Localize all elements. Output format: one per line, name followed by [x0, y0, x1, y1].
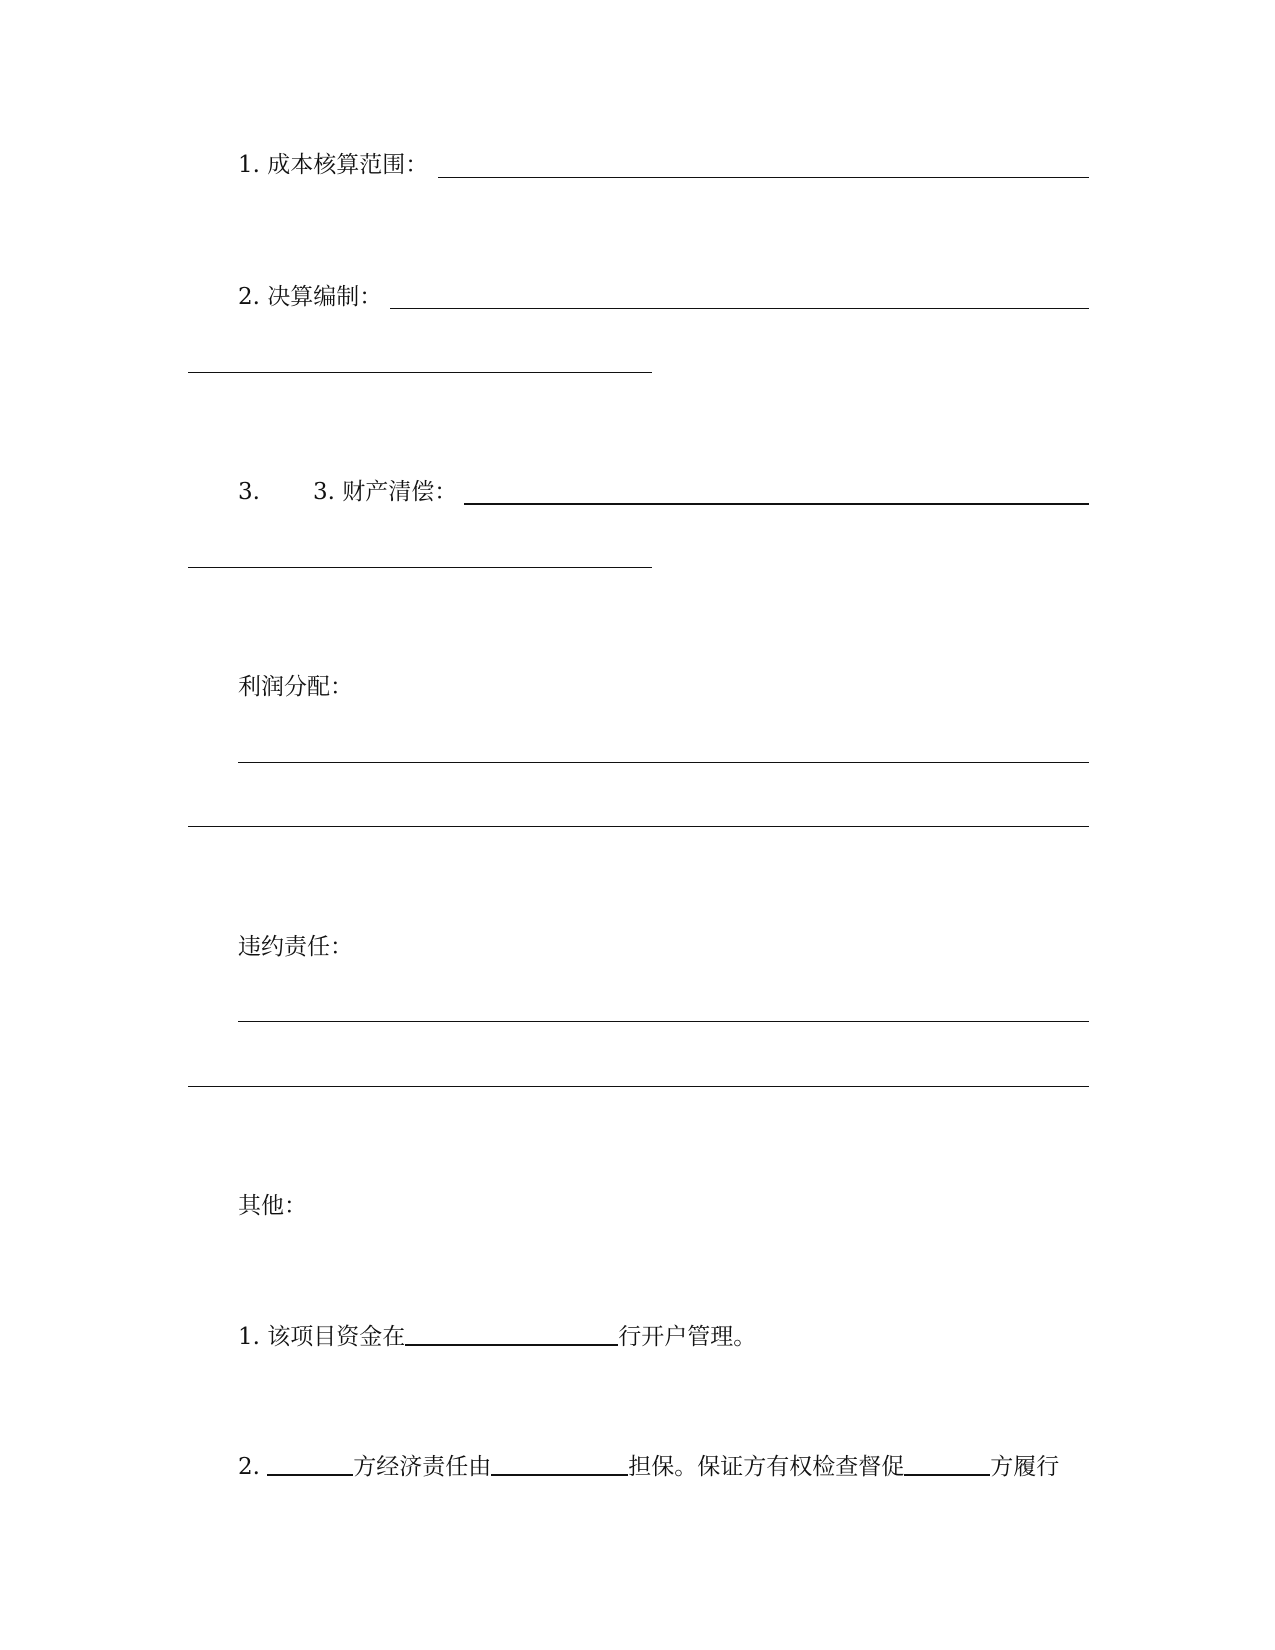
other-item-2-part3: 方履行: [990, 1454, 1060, 1480]
other-item-2-part2: 担保。保证方有权检查督促: [628, 1454, 905, 1480]
liability-blank[interactable]: [238, 1021, 1089, 1022]
other-item-1: [238, 1322, 756, 1352]
other-item-1-suffix: 行开户管理。: [618, 1324, 757, 1350]
other-item-2-part1: 方经济责任由: [353, 1454, 492, 1480]
other-label: 其他：: [238, 1193, 307, 1219]
property-number: 3.: [238, 479, 260, 505]
cost-scope-blank[interactable]: [438, 177, 1089, 178]
other-item-2-prefix: 2.: [238, 1454, 260, 1480]
party-blank-2[interactable]: [904, 1473, 990, 1476]
party-blank-1[interactable]: [267, 1473, 353, 1476]
profit-blank[interactable]: [238, 762, 1089, 763]
other-item-2: [238, 1452, 1059, 1482]
profit-label: 利润分配：: [238, 674, 353, 700]
property-blank[interactable]: [464, 503, 1089, 505]
settlement-label: 2. 决算编制：: [238, 284, 383, 310]
guarantor-blank[interactable]: [491, 1473, 628, 1476]
property-blank-continued[interactable]: [188, 567, 652, 568]
bank-name-blank[interactable]: [405, 1343, 618, 1346]
other-item-1-prefix: 1. 该项目资金在: [238, 1324, 406, 1350]
profit-blank-continued[interactable]: [188, 826, 1089, 827]
property-label: 3. 财产清偿：: [313, 479, 458, 505]
liability-label: 违约责任：: [238, 934, 353, 960]
settlement-blank[interactable]: [390, 308, 1089, 309]
settlement-blank-continued[interactable]: [188, 372, 652, 373]
cost-scope-label: 1. 成本核算范围：: [238, 152, 429, 178]
liability-blank-continued[interactable]: [188, 1086, 1089, 1087]
